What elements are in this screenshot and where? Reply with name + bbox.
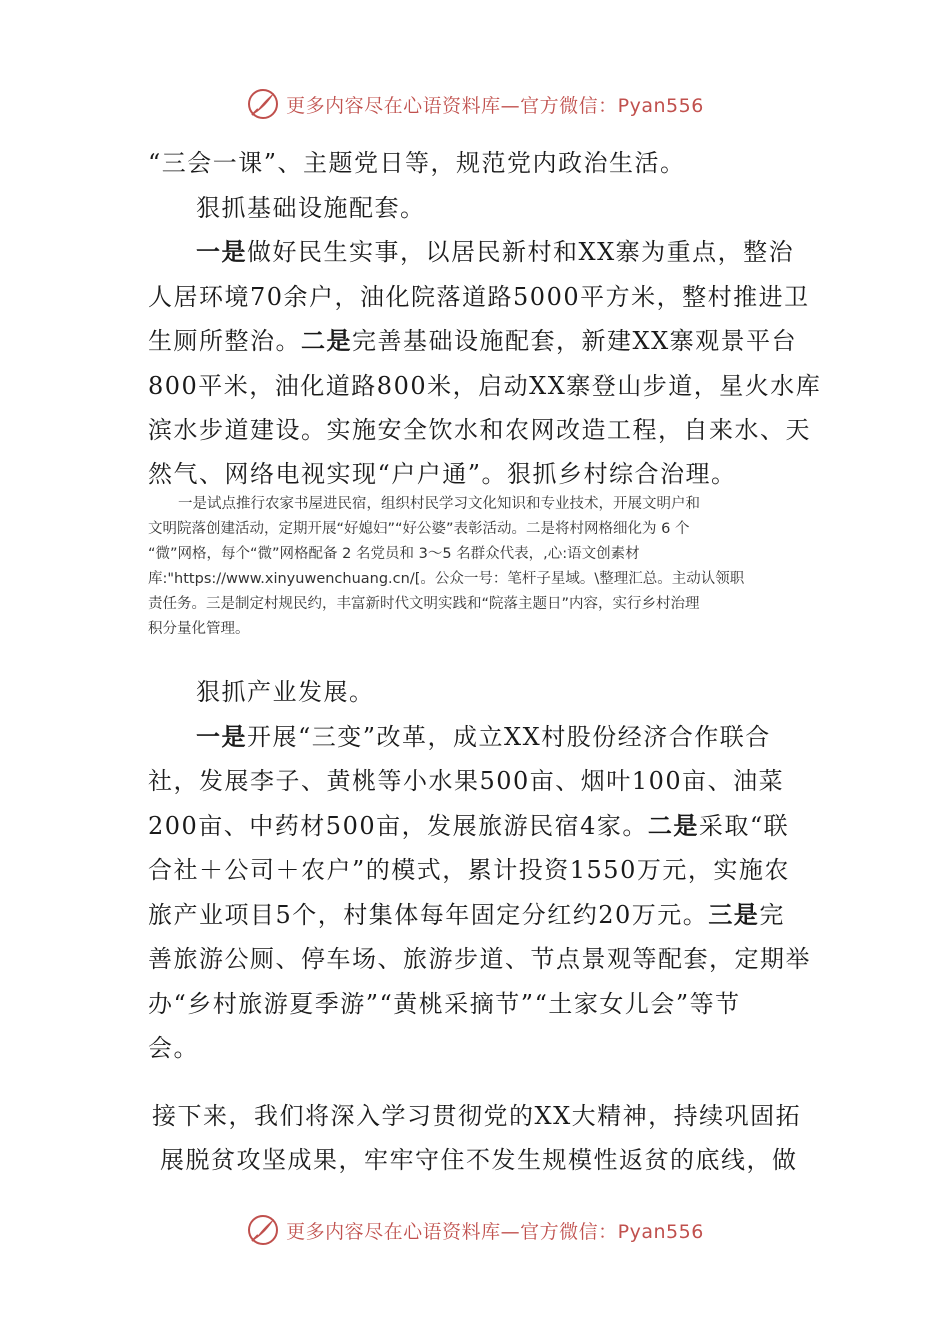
small-line: “微”网格，每个“微”网格配备 2 名党员和 3～5 名群众代表，,心:语文创素材 (148, 546, 640, 562)
small-line: 责任务。三是制定村规民约，丰富新时代文明实践和“院落主题日”内容，实行乡村治理 (148, 596, 700, 612)
body-text: 完善基础设施配套，新建XX寨观景平台 (352, 327, 798, 355)
header-banner (0, 84, 950, 124)
body-line (148, 321, 797, 356)
small-line: 文明院落创建活动，定期开展“好媳妇”“好公婆”表彰活动。二是将村网格细化为 6 个 (148, 521, 690, 537)
body-line: “三会一课”、主题党日等，规范党内政治生活。 (148, 149, 686, 177)
section-heading: 狠抓基础设施配套。 (196, 194, 426, 222)
body-text: 开展“三变”改革，成立XX村股份经济合作联合 (247, 723, 771, 751)
body-line (148, 895, 785, 930)
body-line: 人居环境70余户，油化院落道路5000平方米，整村推进卫 (148, 283, 810, 311)
banner-text: 更多内容尽在心语资料库—官方微信：Pyan556 (286, 94, 704, 117)
bold-marker: 三是 (708, 900, 760, 929)
bold-marker: 一是 (196, 237, 247, 266)
body-text: 旅产业项目5个，村集体每年固定分红约20万元。 (148, 901, 709, 929)
body-text: 200亩、中药材500亩，发展旅游民宿4家。 (148, 812, 648, 840)
body-line: 然气、网络电视实现“户户通”。狠抓乡村综合治理。 (148, 460, 737, 488)
footer-banner (0, 1210, 950, 1250)
quill-pen-logo-icon (246, 87, 280, 121)
body-line: 善旅游公厕、停车场、旅游步道、节点景观等配套，定期举 (148, 945, 811, 973)
body-line: 会。 (148, 1034, 199, 1062)
small-line: 一是试点推行农家书屋进民宿，组织村民学习文化知识和专业技术，开展文明户和 (178, 496, 700, 512)
section-heading: 狠抓产业发展。 (196, 678, 375, 706)
body-line: 滨水步道建设。实施安全饮水和农网改造工程，自来水、天 (148, 416, 811, 444)
body-line: 合社＋公司＋农户”的模式，累计投资1550万元，实施农 (148, 856, 790, 884)
body-line: 社，发展李子、黄桃等小水果500亩、烟叶100亩、油菜 (148, 767, 785, 795)
banner-text: 更多内容尽在心语资料库—官方微信：Pyan556 (286, 1220, 704, 1243)
small-line: 库:"https://www.xinyuwenchuang.cn/[。公众一号：笔杆子星域。\整理汇总。主动认领职 (148, 571, 745, 587)
quill-pen-logo-icon (246, 1213, 280, 1247)
body-line (196, 232, 794, 267)
body-line: 800平米，油化道路800米，启动XX寨登山步道，星火水库 (148, 372, 822, 400)
body-line: 接下来，我们将深入学习贯彻党的XX大精神，持续巩固拓 (152, 1102, 802, 1130)
body-line: 办“乡村旅游夏季游”“黄桃采摘节”“土家女儿会”等节 (148, 990, 741, 1018)
bold-marker: 二是 (647, 811, 699, 840)
body-text: 做好民生实事，以居民新村和XX寨为重点，整治 (247, 238, 795, 266)
small-line: 积分量化管理。 (148, 621, 250, 637)
body-line (196, 717, 771, 752)
body-line (148, 806, 789, 841)
inserted-small-paragraph (148, 492, 808, 642)
body-text: 生厕所整治。 (148, 327, 301, 355)
body-text: 采取“联 (698, 812, 790, 840)
body-text: 完 (759, 901, 785, 929)
body-line: 展脱贫攻坚成果，牢牢守住不发生规模性返贫的底线，做 (160, 1146, 798, 1174)
bold-marker: 一是 (196, 722, 247, 751)
bold-marker: 二是 (301, 326, 352, 355)
